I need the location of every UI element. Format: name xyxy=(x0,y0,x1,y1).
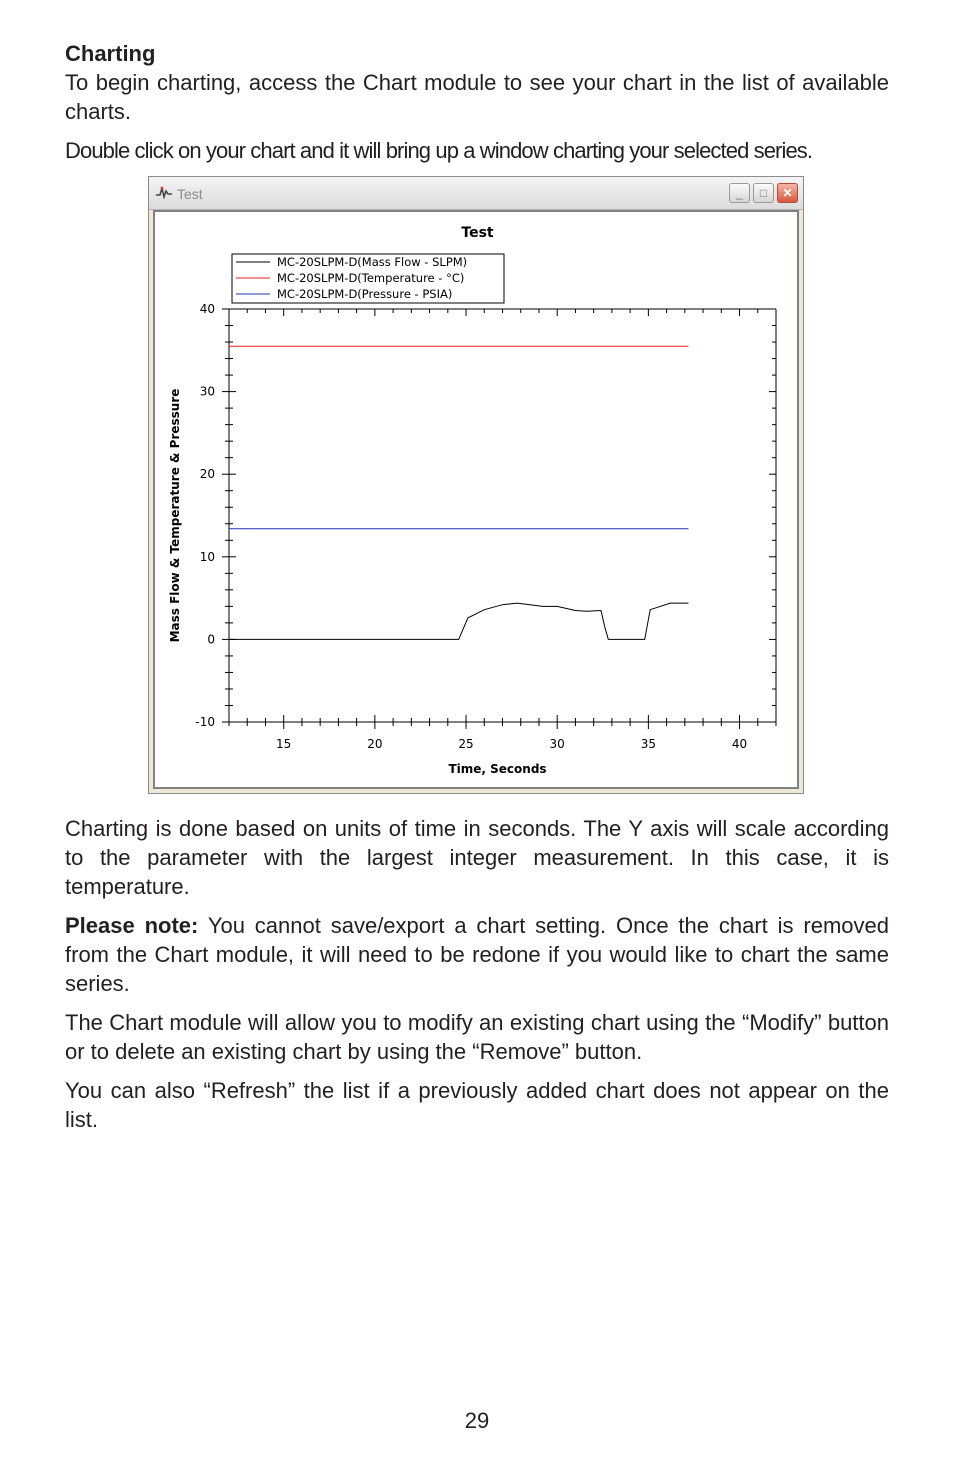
x-tick-label: 25 xyxy=(458,737,474,751)
y-tick-label: 40 xyxy=(199,302,215,316)
legend-label-2: MC-20SLPM-D(Pressure - PSIA) xyxy=(277,287,453,301)
x-tick-label: 30 xyxy=(549,737,565,751)
y-tick-label: -10 xyxy=(195,715,215,729)
explanation-paragraph: Charting is done based on units of time in seconds. The Y axis will scale according to the parameter with the largest integer measurement. In this case, it is temperature. xyxy=(65,816,889,899)
y-axis-label: Mass Flow & Temperature & Pressure xyxy=(168,388,182,643)
legend-label-1: MC-20SLPM-D(Temperature - °C) xyxy=(277,271,465,285)
close-button[interactable]: ✕ xyxy=(777,183,798,203)
y-tick-label: 30 xyxy=(199,384,215,399)
x-tick-label: 40 xyxy=(731,737,748,751)
instruction-paragraph: Double click on your chart and it will bring up a window charting your selected series. xyxy=(65,138,813,163)
window-titlebar[interactable] xyxy=(149,177,803,210)
body-text xyxy=(65,814,889,1144)
note-paragraph xyxy=(65,911,889,998)
window-title: Test xyxy=(177,186,203,202)
charting-section xyxy=(65,40,889,165)
x-tick-label: 20 xyxy=(367,737,383,751)
line-chart xyxy=(155,212,799,791)
refresh-paragraph: You can also “Refresh” the list if a previously added chart does not appear on the list. xyxy=(65,1078,889,1132)
series-line-0 xyxy=(229,603,689,639)
x-tick-label: 35 xyxy=(640,737,657,751)
y-tick-label: 10 xyxy=(199,549,215,564)
x-axis-label: Time, Seconds xyxy=(448,762,547,776)
y-tick-label: 20 xyxy=(199,467,215,482)
minimize-button[interactable]: _ xyxy=(729,183,750,203)
y-tick-label: 0 xyxy=(207,632,215,647)
chart-title: Test xyxy=(461,225,494,241)
legend-label-0: MC-20SLPM-D(Mass Flow - SLPM) xyxy=(277,255,468,269)
intro-paragraph: To begin charting, access the Chart module to see your chart in the list of available charts. xyxy=(65,70,889,124)
chart-app-icon xyxy=(155,185,173,199)
section-heading: Charting xyxy=(65,41,156,66)
chart-area xyxy=(153,210,799,789)
page-number: 29 xyxy=(464,1408,490,1433)
chart-window xyxy=(148,176,804,794)
maximize-button[interactable]: □ xyxy=(753,183,774,203)
note-text: You cannot save/export a chart setting. Once the chart is removed from the Chart module, it will need to be redone if you would like to chart the same series. xyxy=(65,913,889,996)
modify-paragraph: The Chart module will allow you to modify an existing chart using the “Modify” button or to delete an existing chart by using the “Remove” button. xyxy=(65,1010,889,1064)
x-tick-label: 15 xyxy=(276,737,292,751)
note-label: Please note: xyxy=(65,913,199,938)
